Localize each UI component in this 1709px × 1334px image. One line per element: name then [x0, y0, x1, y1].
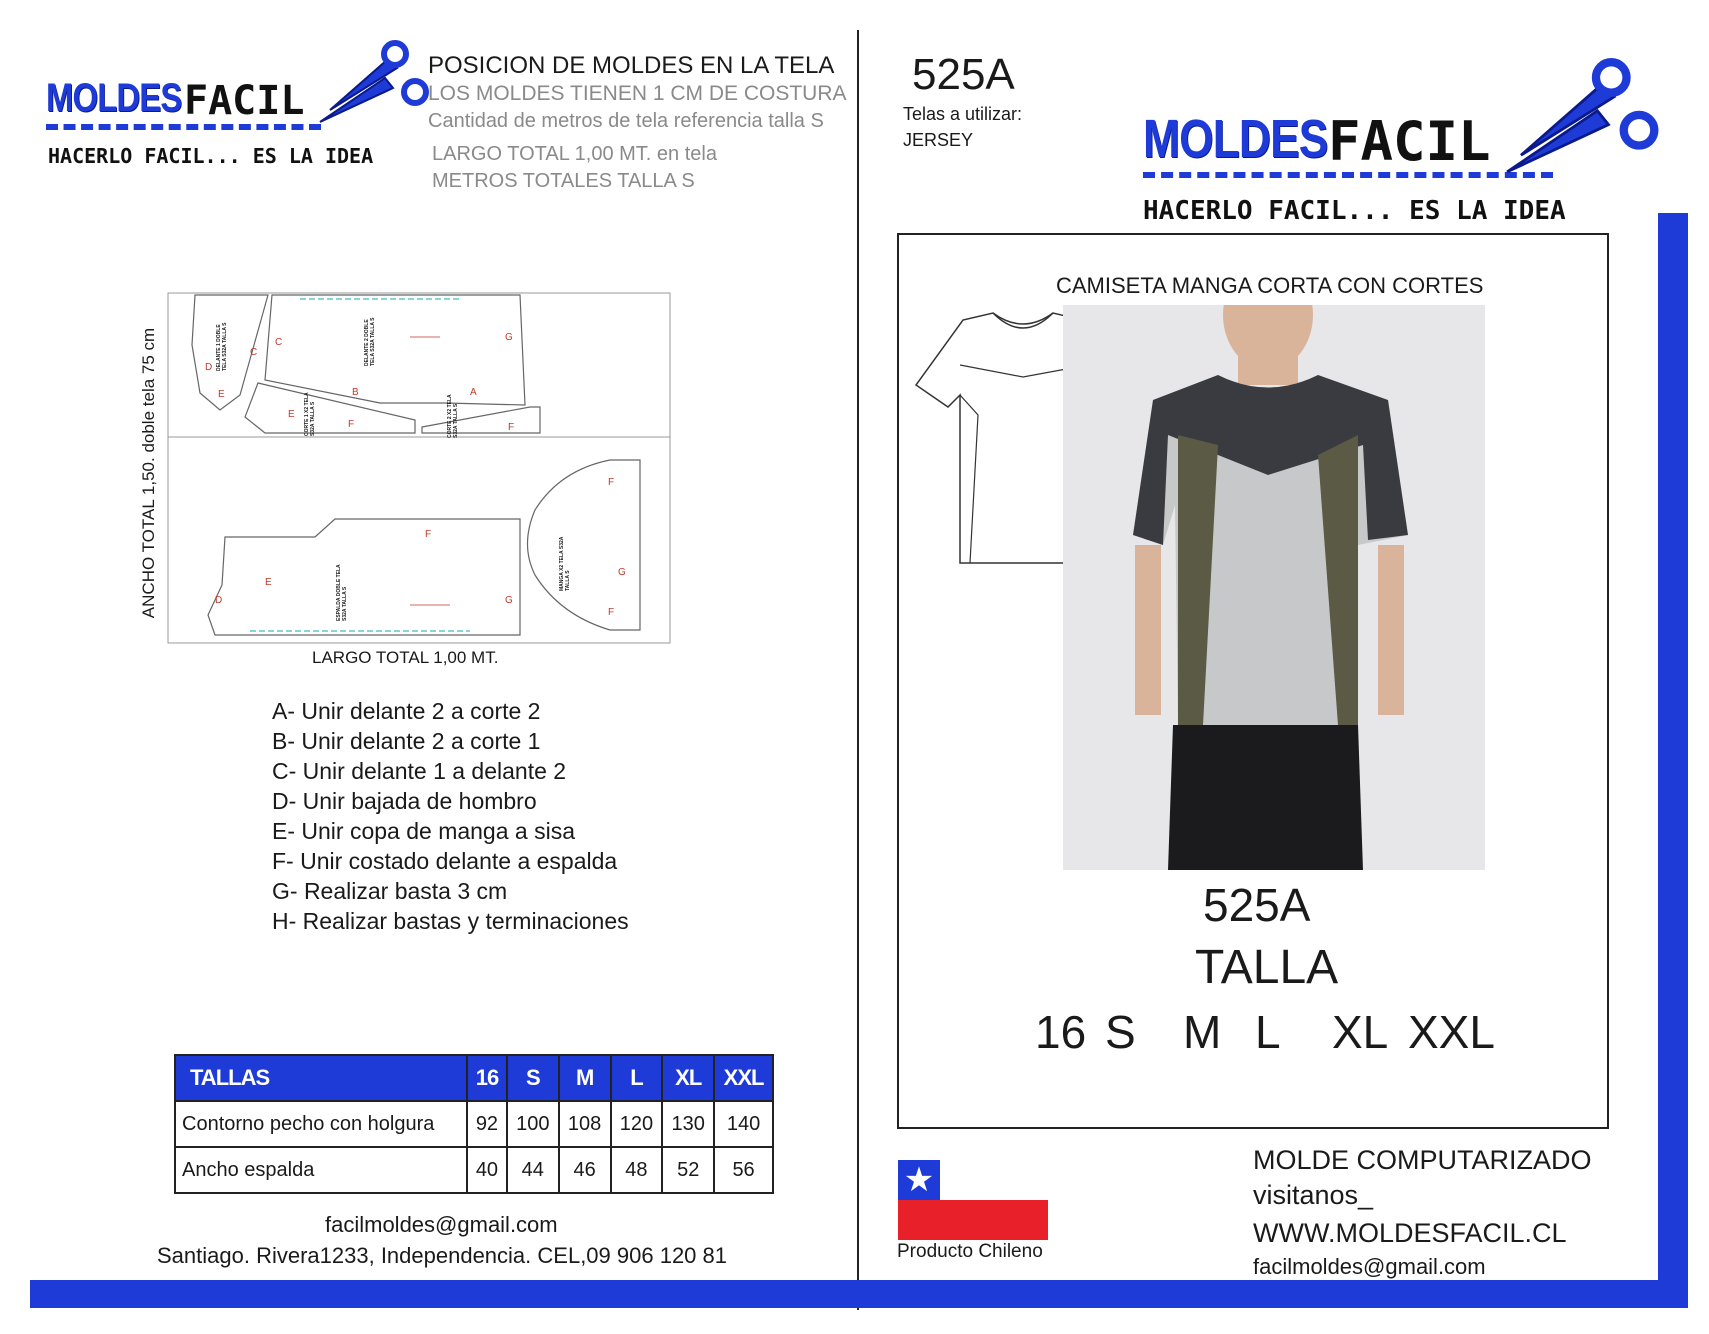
- layout-title: POSICION DE MOLDES EN LA TELA: [428, 52, 835, 79]
- fabric-label: Telas a utilizar:: [903, 104, 1023, 124]
- talla-label: TALLA: [1195, 941, 1339, 994]
- size-xxl: XXL: [1408, 1006, 1495, 1058]
- table-cell: 52: [662, 1147, 714, 1193]
- table-cell: 92: [467, 1101, 507, 1147]
- footer-line1: MOLDE COMPUTARIZADO: [1253, 1145, 1592, 1175]
- footer-line2: visitanos_: [1253, 1180, 1374, 1210]
- header-s: S: [507, 1055, 559, 1101]
- instruction-h: H- Realizar bastas y terminaciones: [272, 908, 629, 934]
- left-tagline: HACERLO FACIL... ES LA IDEA: [48, 144, 374, 168]
- product-photo: [1063, 305, 1485, 870]
- logo-facil-text: FACIL: [1328, 110, 1491, 173]
- size-table-header: [175, 1055, 773, 1101]
- header-xl: XL: [662, 1055, 714, 1101]
- instruction-c: C- Unir delante 1 a delante 2: [272, 758, 567, 784]
- row-label: Contorno pecho con holgura: [175, 1101, 467, 1147]
- seam-note: LOS MOLDES TIENEN 1 CM DE COSTURA: [428, 82, 847, 105]
- size-l: L: [1255, 1006, 1281, 1058]
- piece-corte2: [422, 407, 540, 433]
- logo-underline: [46, 124, 321, 130]
- piece-label-manga: MANGA X2 TELA S32A TALLA S: [559, 536, 571, 591]
- right-tagline: HACERLO FACIL... ES LA IDEA: [1143, 196, 1566, 226]
- table-cell: 40: [467, 1147, 507, 1193]
- instruction-f: F- Unir costado delante a espalda: [272, 848, 618, 874]
- size-m: M: [1183, 1006, 1222, 1058]
- logo-moldes-text: MOLDES: [1143, 109, 1328, 169]
- size-xl: XL: [1332, 1006, 1389, 1058]
- svg-text:C: C: [275, 337, 283, 348]
- logo-underline: [1143, 172, 1553, 178]
- product-title: CAMISETA MANGA CORTA CON CORTES: [1056, 273, 1484, 298]
- svg-text:G: G: [505, 332, 513, 343]
- logo-moldes-text: MOLDES: [46, 76, 182, 120]
- header-l: L: [611, 1055, 663, 1101]
- header-xxl: XXL: [714, 1055, 773, 1101]
- fabric-ref-note: Cantidad de metros de tela referencia talla S: [428, 110, 824, 132]
- table-row: [175, 1147, 773, 1193]
- svg-text:E: E: [218, 389, 225, 400]
- width-label: ANCHO TOTAL 1,50. doble tela 75 cm: [139, 327, 158, 619]
- svg-text:F: F: [348, 419, 355, 430]
- table-cell: 46: [559, 1147, 611, 1193]
- left-address: Santiago. Rivera1233, Independencia. CEL,09 906 120 81: [157, 1243, 727, 1268]
- svg-text:F: F: [608, 607, 615, 618]
- table-cell: 48: [611, 1147, 663, 1193]
- instruction-b: B- Unir delante 2 a corte 1: [272, 728, 541, 754]
- logo-facil-text: FACIL: [184, 78, 305, 124]
- svg-text:G: G: [618, 567, 626, 578]
- scissors-icon: [315, 40, 430, 130]
- size-16: 16: [1035, 1006, 1087, 1058]
- header-m: M: [559, 1055, 611, 1101]
- size-s: S: [1105, 1006, 1136, 1058]
- piece-label-delante2: DELANTE 2 DOBLE TELA S32A TALLA S: [364, 317, 376, 366]
- piece-label-espalda: ESPALDA DOBLE TELA S32A TALLA S: [336, 564, 348, 621]
- total-meters-note: METROS TOTALES TALLA S: [432, 170, 695, 192]
- piece-label-corte2: CORTE 2 X2 TELA S32A TALLA S: [447, 394, 459, 438]
- footer-email[interactable]: facilmoldes@gmail.com: [1253, 1254, 1486, 1279]
- instruction-g: G- Realizar basta 3 cm: [272, 878, 508, 904]
- svg-text:F: F: [425, 529, 432, 540]
- row-label: Ancho espalda: [175, 1147, 467, 1193]
- table-cell: 140: [714, 1101, 773, 1147]
- svg-text:D: D: [215, 595, 223, 606]
- table-cell: 44: [507, 1147, 559, 1193]
- piece-manga: [528, 460, 641, 630]
- size-table: [174, 1054, 774, 1194]
- header-tallas: TALLAS: [175, 1055, 467, 1101]
- left-email: facilmoldes@gmail.com: [325, 1212, 558, 1237]
- instruction-a: A- Unir delante 2 a corte 2: [272, 698, 541, 724]
- svg-text:F: F: [508, 422, 515, 433]
- svg-text:F: F: [608, 477, 615, 488]
- origin-label: Producto Chileno: [897, 1241, 1043, 1262]
- table-cell: 130: [662, 1101, 714, 1147]
- chile-flag-icon: [898, 1160, 1048, 1240]
- svg-text:E: E: [265, 577, 272, 588]
- piece-espalda: [208, 519, 520, 635]
- website-link[interactable]: WWW.MOLDESFACIL.CL: [1253, 1218, 1567, 1248]
- table-cell: 56: [714, 1147, 773, 1193]
- fabric-value: JERSEY: [903, 130, 974, 150]
- instruction-d: D- Unir bajada de hombro: [272, 788, 537, 814]
- svg-text:B: B: [352, 387, 359, 398]
- page-divider: [857, 30, 859, 1310]
- table-row: [175, 1101, 773, 1147]
- scissors-icon: [1500, 58, 1660, 183]
- svg-text:D: D: [205, 362, 213, 373]
- svg-text:G: G: [505, 595, 513, 606]
- length-note: LARGO TOTAL 1,00 MT. en tela: [432, 143, 717, 165]
- piece-label-corte1: CORTE 1 X2 TELA S32A TALLA S: [304, 392, 316, 436]
- piece-label-delante1: DELANTE 1 DOBLE TELA S32A TALLA S: [216, 322, 228, 371]
- bottom-blue-bar: [30, 1280, 1682, 1308]
- code-big: 525A: [1203, 879, 1311, 931]
- flag-white-band: [940, 1160, 1048, 1200]
- flag-red-band: [898, 1200, 1048, 1240]
- instruction-e: E- Unir copa de manga a sisa: [272, 818, 575, 844]
- model-illustration: [1063, 305, 1485, 870]
- pattern-layout: [140, 285, 680, 675]
- table-cell: 100: [507, 1101, 559, 1147]
- table-cell: 108: [559, 1101, 611, 1147]
- header-16: 16: [467, 1055, 507, 1101]
- right-code: 525A: [912, 50, 1015, 99]
- flag-blue-canton: ★: [898, 1160, 940, 1200]
- length-label: LARGO TOTAL 1,00 MT.: [312, 648, 499, 667]
- svg-text:C: C: [250, 347, 258, 358]
- piece-corte1: [245, 383, 415, 433]
- svg-text:E: E: [288, 409, 295, 420]
- right-blue-bar: [1658, 213, 1688, 1308]
- table-cell: 120: [611, 1101, 663, 1147]
- svg-text:A: A: [470, 387, 477, 398]
